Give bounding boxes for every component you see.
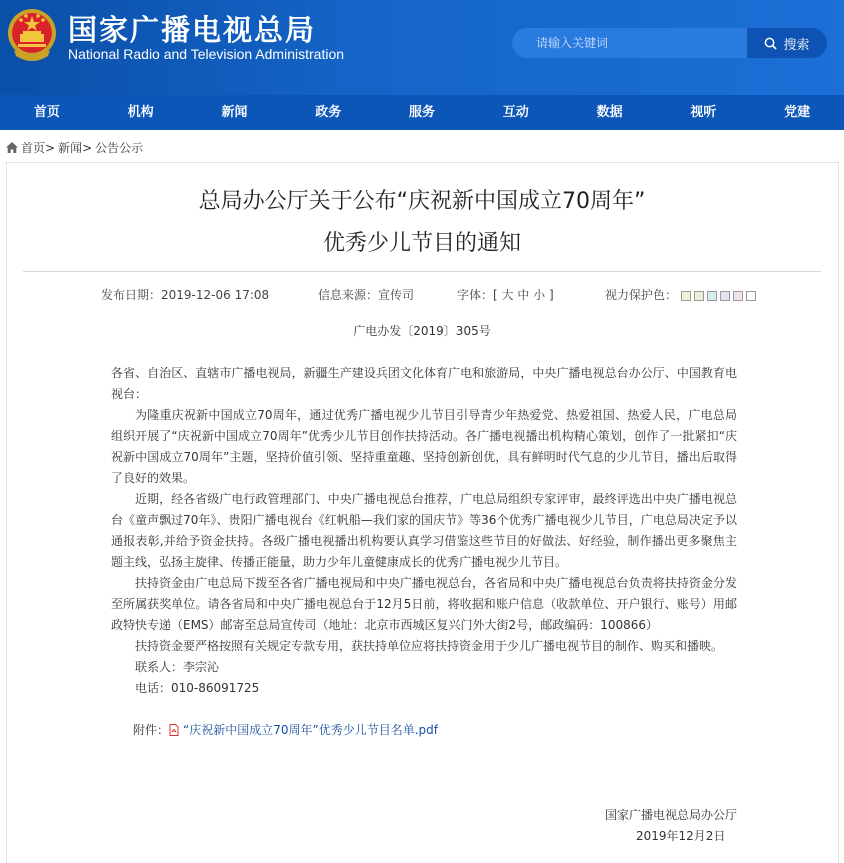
- nav-item-party-building[interactable]: 党建: [784, 105, 811, 120]
- info-source-label: 信息来源：: [318, 288, 379, 302]
- search-input[interactable]: [512, 28, 746, 58]
- eye-protection-color: [605, 286, 759, 303]
- font-size-control: [457, 286, 554, 303]
- nav-item-audiovisual[interactable]: 视听: [690, 105, 717, 120]
- paragraph: 为隆重庆祝新中国成立70周年，通过优秀广播电视少儿节目引导青少年热爱党、热爱祖国、热爱人民，广电总局组织开展了“庆祝新中国成立70周年”优秀少儿节目创作扶持活动。各广播电视播出机构精心策划，创作了一批紧扣“庆祝新中国成立70周年”主题，坚持价值引领、坚持重童趣、坚持创新创优，具有鲜明时代气息的少儿节目，播出后取得了良好的效果。: [111, 408, 737, 485]
- info-source-value: 宣传司: [378, 288, 415, 302]
- publish-date-value: 2019-12-06 17:08: [161, 288, 270, 302]
- publish-date-label: 发布日期：: [101, 288, 162, 302]
- info-source: [318, 286, 414, 303]
- site-header: [0, 0, 844, 95]
- eye-color-swatch[interactable]: [733, 291, 743, 301]
- nav-item-data[interactable]: 数据: [596, 105, 623, 120]
- article-body: [111, 363, 737, 699]
- signature-date: 2019年12月2日: [636, 829, 726, 843]
- national-emblem-icon: [6, 6, 58, 64]
- attachment-link[interactable]: “庆祝新中国成立70周年”优秀少儿节目名单.pdf: [183, 723, 438, 737]
- title-divider: [23, 271, 821, 272]
- main-nav: [0, 95, 844, 130]
- publish-date: [101, 286, 269, 303]
- contact-person: 联系人：李宗沁: [135, 660, 220, 674]
- page-title: [0, 181, 844, 265]
- search-button[interactable]: [747, 28, 827, 58]
- site-subtitle: National Radio and Television Administration: [68, 46, 345, 62]
- eye-color-swatch[interactable]: [720, 291, 730, 301]
- home-icon: [6, 142, 18, 153]
- page-title-line-2: 优秀少儿节目的通知: [322, 231, 521, 256]
- nav-item-home[interactable]: 首页: [33, 105, 60, 120]
- contact-phone: 电话：010-86091725: [135, 681, 260, 695]
- paragraph: 扶持资金由广电总局下拨至各省广播电视局和中央广播电视总台，各省局和中央广播电视总台负责将扶持资金分发至所属获奖单位。请各省局和中央广播电视总台于12月5日前，将收据和账户信息（收款单位、开户银行、账号）用邮政特快专递（EMS）邮寄至总局宣传司（地址：北京市西城区复兴门外大街2号，邮政编码：100866）: [111, 576, 737, 632]
- pdf-icon: [169, 724, 179, 736]
- nav-item-news[interactable]: 新闻: [221, 105, 248, 120]
- paragraph: 近期，经各省级广电行政管理部门、中央广播电视总台推荐，广电总局组织专家评审，最终评选出中央广播电视总台《童声飘过70年》、贵阳广播电视台《红帆船—我们家的国庆节》等36个优秀广播电视少儿节目，广电总局决定予以通报表彰,并给予资金扶持。各级广播电视播出机构要认真学习借鉴这些节目的好做法、好经验，制作播出更多聚焦主题主线，弘扬主旋律、传播正能量，助力少年儿童健康成长的优秀广播电视少儿节目。: [111, 492, 737, 569]
- site-title[interactable]: 国家广播电视总局: [68, 13, 317, 47]
- eye-color-swatch[interactable]: [746, 291, 756, 301]
- breadcrumb-announcements[interactable]: 公告公示: [95, 141, 144, 155]
- attachment: [133, 721, 438, 738]
- paragraph-addressees: 各省、自治区、直辖市广播电视局，新疆生产建设兵团文化体育广电和旅游局，中央广播电视总台办公厅、中国教育电视台：: [111, 366, 737, 401]
- nav-item-interaction[interactable]: 互动: [502, 105, 529, 120]
- breadcrumb-news[interactable]: 新闻>: [58, 141, 93, 155]
- search-box: [512, 28, 748, 58]
- eye-color-swatches: [681, 288, 759, 302]
- search-icon: [764, 37, 777, 50]
- document-number: 广电办发〔2019〕305号: [353, 324, 491, 338]
- attachment-label: 附件：: [133, 723, 170, 737]
- search-button-label: 搜索: [783, 37, 810, 53]
- eye-color-swatch[interactable]: [681, 291, 691, 301]
- nav-item-services[interactable]: 服务: [409, 105, 436, 120]
- nav-item-government-affairs[interactable]: 政务: [315, 105, 342, 120]
- signature-organization: 国家广播电视总局办公厅: [605, 808, 738, 822]
- font-size-options[interactable]: [ 大 中 小 ]: [493, 288, 554, 302]
- breadcrumb-home[interactable]: 首页>: [21, 141, 56, 155]
- font-size-label: 字体：: [457, 288, 494, 302]
- eye-protection-label: 视力保护色：: [605, 288, 678, 302]
- nav-item-organization[interactable]: 机构: [127, 105, 154, 120]
- breadcrumb: [6, 139, 143, 156]
- eye-color-swatch[interactable]: [694, 291, 704, 301]
- eye-color-swatch[interactable]: [707, 291, 717, 301]
- paragraph: 扶持资金要严格按照有关规定专款专用，获扶持单位应将扶持资金用于少儿广播电视节目的制作、购买和播映。: [135, 639, 724, 653]
- page-title-line-1: 总局办公厅关于公布“庆祝新中国成立70周年”: [198, 189, 646, 214]
